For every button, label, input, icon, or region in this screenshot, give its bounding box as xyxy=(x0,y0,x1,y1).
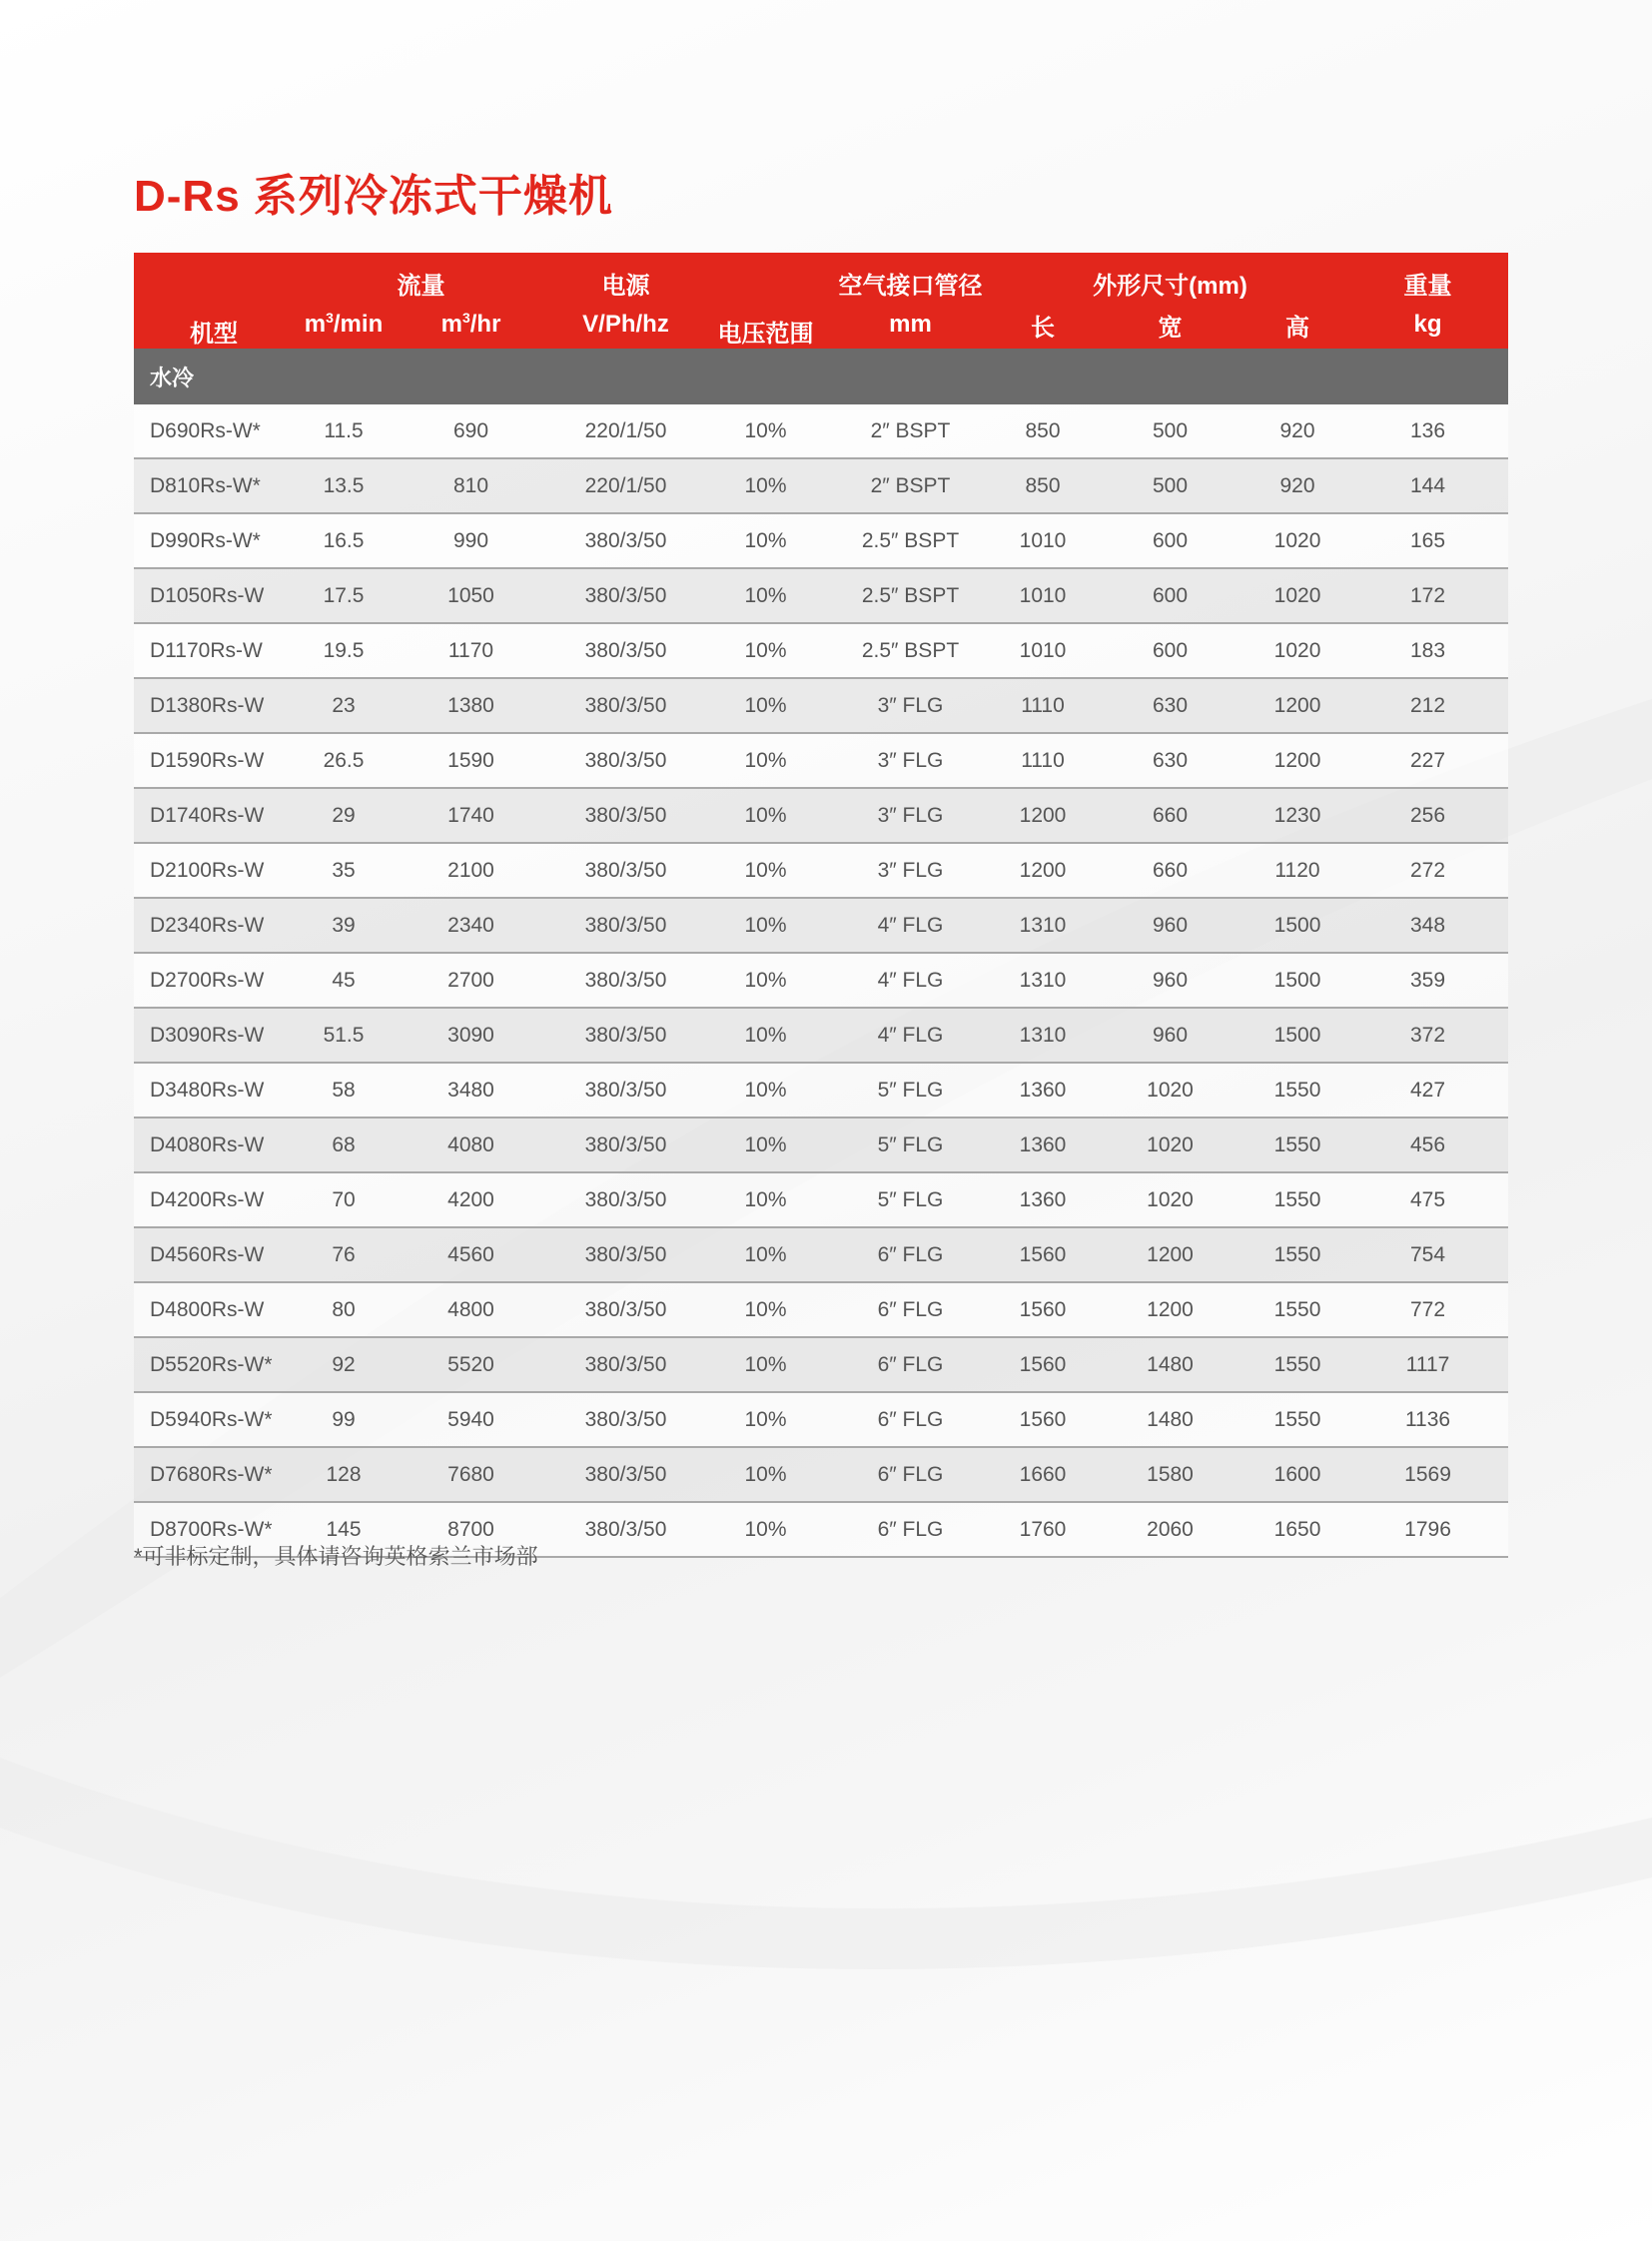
table-row xyxy=(134,1063,1508,1118)
height-cell: 1650 xyxy=(1247,1502,1347,1557)
voltage-range-cell: 10% xyxy=(703,1282,828,1337)
flow-min-cell: 19.5 xyxy=(294,623,394,678)
header-flow-min: $m^3/\min$ xyxy=(294,301,394,349)
weight-cell: 348 xyxy=(1347,898,1508,953)
height-cell: 1020 xyxy=(1247,623,1347,678)
height-cell: 1500 xyxy=(1247,953,1347,1008)
air-connection-cell: 4″ FLG xyxy=(828,898,993,953)
voltage-range-cell: 10% xyxy=(703,458,828,513)
header-length: 长 xyxy=(993,301,1093,349)
voltage-range-cell: 10% xyxy=(703,623,828,678)
table-row xyxy=(134,1172,1508,1227)
voltage-range-cell: 10% xyxy=(703,1063,828,1118)
flow-min-cell: 51.5 xyxy=(294,1008,394,1063)
model-cell: D8700Rs-W* xyxy=(134,1502,294,1557)
height-cell: 920 xyxy=(1247,404,1347,458)
width-cell: 960 xyxy=(1093,898,1247,953)
air-connection-cell: 6″ FLG xyxy=(828,1447,993,1502)
voltage-range-cell: 10% xyxy=(703,678,828,733)
flow-min-cell: 45 xyxy=(294,953,394,1008)
length-cell: 1200 xyxy=(993,788,1093,843)
flow-hr-cell: 3090 xyxy=(394,1008,548,1063)
air-connection-cell: 6″ FLG xyxy=(828,1227,993,1282)
page-title: D-Rs 系列冷冻式干燥机 xyxy=(134,172,613,221)
power-cell: 380/3/50 xyxy=(548,1227,703,1282)
width-cell: 630 xyxy=(1093,678,1247,733)
power-cell: 380/3/50 xyxy=(548,1502,703,1557)
model-cell: D4560Rs-W xyxy=(134,1227,294,1282)
power-cell: 220/1/50 xyxy=(548,404,703,458)
voltage-range-cell: 10% xyxy=(703,1172,828,1227)
air-connection-cell: 3″ FLG xyxy=(828,788,993,843)
flow-hr-cell: 1170 xyxy=(394,623,548,678)
flow-min-cell: 145 xyxy=(294,1502,394,1557)
header-power-unit: V/Ph/hz xyxy=(548,301,703,349)
width-cell: 960 xyxy=(1093,953,1247,1008)
flow-min-cell: 35 xyxy=(294,843,394,898)
header-flow-hr: $m^3/hr$ xyxy=(394,301,548,349)
model-cell: D1590Rs-W xyxy=(134,733,294,788)
air-connection-cell: 2″ BSPT xyxy=(828,404,993,458)
flow-hr-cell: 2100 xyxy=(394,843,548,898)
air-connection-cell: 6″ FLG xyxy=(828,1282,993,1337)
power-cell: 380/3/50 xyxy=(548,1008,703,1063)
height-cell: 1200 xyxy=(1247,733,1347,788)
length-cell: 1360 xyxy=(993,1172,1093,1227)
width-cell: 1580 xyxy=(1093,1447,1247,1502)
length-cell: 1110 xyxy=(993,678,1093,733)
weight-cell: 427 xyxy=(1347,1063,1508,1118)
flow-hr-cell: 4800 xyxy=(394,1282,548,1337)
height-cell: 1550 xyxy=(1247,1118,1347,1172)
length-cell: 1560 xyxy=(993,1337,1093,1392)
width-cell: 2060 xyxy=(1093,1502,1247,1557)
length-cell: 1760 xyxy=(993,1502,1093,1557)
model-cell: D2700Rs-W xyxy=(134,953,294,1008)
air-connection-cell: 2.5″ BSPT xyxy=(828,568,993,623)
length-cell: 1200 xyxy=(993,843,1093,898)
power-cell: 380/3/50 xyxy=(548,678,703,733)
width-cell: 1480 xyxy=(1093,1337,1247,1392)
header-power: 电源 xyxy=(548,253,703,301)
air-connection-cell: 3″ FLG xyxy=(828,843,993,898)
voltage-range-cell: 10% xyxy=(703,513,828,568)
spec-table xyxy=(134,253,1508,1558)
table-row xyxy=(134,1447,1508,1502)
weight-cell: 456 xyxy=(1347,1118,1508,1172)
power-cell: 380/3/50 xyxy=(548,568,703,623)
flow-min-cell: 92 xyxy=(294,1337,394,1392)
header-weight-unit: kg xyxy=(1347,301,1508,349)
weight-cell: 754 xyxy=(1347,1227,1508,1282)
length-cell: 1560 xyxy=(993,1282,1093,1337)
flow-min-cell: 26.5 xyxy=(294,733,394,788)
length-cell: 1310 xyxy=(993,898,1093,953)
weight-cell: 136 xyxy=(1347,404,1508,458)
voltage-range-cell: 10% xyxy=(703,1447,828,1502)
width-cell: 660 xyxy=(1093,843,1247,898)
height-cell: 1550 xyxy=(1247,1282,1347,1337)
height-cell: 1550 xyxy=(1247,1337,1347,1392)
weight-cell: 359 xyxy=(1347,953,1508,1008)
air-connection-cell: 2.5″ BSPT xyxy=(828,623,993,678)
table-row xyxy=(134,843,1508,898)
power-cell: 380/3/50 xyxy=(548,1118,703,1172)
power-cell: 380/3/50 xyxy=(548,623,703,678)
table-row xyxy=(134,678,1508,733)
model-cell: D4800Rs-W xyxy=(134,1282,294,1337)
length-cell: 1310 xyxy=(993,1008,1093,1063)
weight-cell: 475 xyxy=(1347,1172,1508,1227)
footnote: *可非标定制，具体请咨询英格索兰市场部 xyxy=(134,1544,538,1569)
flow-hr-cell: 810 xyxy=(394,458,548,513)
length-cell: 850 xyxy=(993,404,1093,458)
table-row xyxy=(134,1118,1508,1172)
width-cell: 500 xyxy=(1093,404,1247,458)
air-connection-cell: 5″ FLG xyxy=(828,1118,993,1172)
weight-cell: 1136 xyxy=(1347,1392,1508,1447)
voltage-range-cell: 10% xyxy=(703,843,828,898)
power-cell: 380/3/50 xyxy=(548,1282,703,1337)
weight-cell: 227 xyxy=(1347,733,1508,788)
width-cell: 630 xyxy=(1093,733,1247,788)
flow-hr-cell: 1050 xyxy=(394,568,548,623)
height-cell: 1230 xyxy=(1247,788,1347,843)
table-row xyxy=(134,513,1508,568)
length-cell: 1360 xyxy=(993,1063,1093,1118)
power-cell: 380/3/50 xyxy=(548,788,703,843)
header-air-connection: 空气接口管径 xyxy=(828,253,993,301)
air-connection-cell: 6″ FLG xyxy=(828,1502,993,1557)
voltage-range-cell: 10% xyxy=(703,898,828,953)
header-air-connection-unit: mm xyxy=(828,301,993,349)
model-cell: D3480Rs-W xyxy=(134,1063,294,1118)
voltage-range-cell: 10% xyxy=(703,1392,828,1447)
table-row xyxy=(134,788,1508,843)
width-cell: 1200 xyxy=(1093,1282,1247,1337)
height-cell: 1020 xyxy=(1247,513,1347,568)
power-cell: 380/3/50 xyxy=(548,843,703,898)
model-cell: D2100Rs-W xyxy=(134,843,294,898)
flow-min-cell: 128 xyxy=(294,1447,394,1502)
air-connection-cell: 3″ FLG xyxy=(828,733,993,788)
flow-hr-cell: 2340 xyxy=(394,898,548,953)
air-connection-cell: 5″ FLG xyxy=(828,1063,993,1118)
width-cell: 1020 xyxy=(1093,1118,1247,1172)
flow-min-cell: 13.5 xyxy=(294,458,394,513)
power-cell: 380/3/50 xyxy=(548,733,703,788)
width-cell: 660 xyxy=(1093,788,1247,843)
flow-min-cell: 11.5 xyxy=(294,404,394,458)
model-cell: D1740Rs-W xyxy=(134,788,294,843)
width-cell: 600 xyxy=(1093,513,1247,568)
model-cell: D1170Rs-W xyxy=(134,623,294,678)
width-cell: 960 xyxy=(1093,1008,1247,1063)
weight-cell: 1117 xyxy=(1347,1337,1508,1392)
model-cell: D1050Rs-W xyxy=(134,568,294,623)
power-cell: 220/1/50 xyxy=(548,458,703,513)
power-cell: 380/3/50 xyxy=(548,1392,703,1447)
header-model: 机型 xyxy=(134,253,294,349)
weight-cell: 165 xyxy=(1347,513,1508,568)
weight-cell: 183 xyxy=(1347,623,1508,678)
model-cell: D7680Rs-W* xyxy=(134,1447,294,1502)
flow-min-cell: 17.5 xyxy=(294,568,394,623)
flow-min-cell: 68 xyxy=(294,1118,394,1172)
length-cell: 1360 xyxy=(993,1118,1093,1172)
power-cell: 380/3/50 xyxy=(548,1172,703,1227)
model-cell: D810Rs-W* xyxy=(134,458,294,513)
flow-min-cell: 80 xyxy=(294,1282,394,1337)
height-cell: 1500 xyxy=(1247,898,1347,953)
header-dimensions: 外形尺寸(mm) xyxy=(993,253,1347,301)
table-row xyxy=(134,733,1508,788)
table-row xyxy=(134,568,1508,623)
flow-hr-cell: 690 xyxy=(394,404,548,458)
height-cell: 1020 xyxy=(1247,568,1347,623)
section-row xyxy=(134,349,1508,404)
table-row xyxy=(134,1282,1508,1337)
flow-min-cell: 16.5 xyxy=(294,513,394,568)
table-row xyxy=(134,1337,1508,1392)
flow-hr-cell: 4560 xyxy=(394,1227,548,1282)
table-row xyxy=(134,404,1508,458)
width-cell: 1020 xyxy=(1093,1172,1247,1227)
width-cell: 1200 xyxy=(1093,1227,1247,1282)
power-cell: 380/3/50 xyxy=(548,1337,703,1392)
width-cell: 600 xyxy=(1093,568,1247,623)
flow-hr-cell: 1740 xyxy=(394,788,548,843)
voltage-range-cell: 10% xyxy=(703,404,828,458)
length-cell: 1010 xyxy=(993,513,1093,568)
flow-hr-cell: 5520 xyxy=(394,1337,548,1392)
height-cell: 1550 xyxy=(1247,1392,1347,1447)
header-weight: 重量 xyxy=(1347,253,1508,301)
length-cell: 1010 xyxy=(993,623,1093,678)
model-cell: D3090Rs-W xyxy=(134,1008,294,1063)
length-cell: 1560 xyxy=(993,1227,1093,1282)
section-label: 水冷 xyxy=(134,349,1508,404)
voltage-range-cell: 10% xyxy=(703,568,828,623)
flow-hr-cell: 990 xyxy=(394,513,548,568)
length-cell: 1310 xyxy=(993,953,1093,1008)
flow-hr-cell: 2700 xyxy=(394,953,548,1008)
table-row xyxy=(134,1392,1508,1447)
header-voltage-range: 电压范围 xyxy=(703,253,828,349)
voltage-range-cell: 10% xyxy=(703,1502,828,1557)
model-cell: D4080Rs-W xyxy=(134,1118,294,1172)
flow-min-cell: 70 xyxy=(294,1172,394,1227)
model-cell: D1380Rs-W xyxy=(134,678,294,733)
flow-min-cell: 39 xyxy=(294,898,394,953)
model-cell: D5520Rs-W* xyxy=(134,1337,294,1392)
weight-cell: 772 xyxy=(1347,1282,1508,1337)
length-cell: 850 xyxy=(993,458,1093,513)
model-cell: D4200Rs-W xyxy=(134,1172,294,1227)
flow-min-cell: 76 xyxy=(294,1227,394,1282)
table-row xyxy=(134,898,1508,953)
width-cell: 1480 xyxy=(1093,1392,1247,1447)
flow-hr-cell: 5940 xyxy=(394,1392,548,1447)
weight-cell: 144 xyxy=(1347,458,1508,513)
flow-min-cell: 23 xyxy=(294,678,394,733)
air-connection-cell: 6″ FLG xyxy=(828,1337,993,1392)
flow-hr-cell: 8700 xyxy=(394,1502,548,1557)
air-connection-cell: 2″ BSPT xyxy=(828,458,993,513)
power-cell: 380/3/50 xyxy=(548,898,703,953)
flow-min-cell: 29 xyxy=(294,788,394,843)
length-cell: 1110 xyxy=(993,733,1093,788)
width-cell: 500 xyxy=(1093,458,1247,513)
flow-hr-cell: 4200 xyxy=(394,1172,548,1227)
voltage-range-cell: 10% xyxy=(703,788,828,843)
model-cell: D990Rs-W* xyxy=(134,513,294,568)
air-connection-cell: 5″ FLG xyxy=(828,1172,993,1227)
air-connection-cell: 4″ FLG xyxy=(828,1008,993,1063)
voltage-range-cell: 10% xyxy=(703,1008,828,1063)
height-cell: 1550 xyxy=(1247,1063,1347,1118)
voltage-range-cell: 10% xyxy=(703,1118,828,1172)
flow-min-cell: 58 xyxy=(294,1063,394,1118)
air-connection-cell: 4″ FLG xyxy=(828,953,993,1008)
width-cell: 600 xyxy=(1093,623,1247,678)
voltage-range-cell: 10% xyxy=(703,1227,828,1282)
header-width: 宽 xyxy=(1093,301,1247,349)
header-flow: 流量 xyxy=(294,253,548,301)
header-height: 高 xyxy=(1247,301,1347,349)
weight-cell: 272 xyxy=(1347,843,1508,898)
flow-hr-cell: 1380 xyxy=(394,678,548,733)
table-row xyxy=(134,953,1508,1008)
table-row xyxy=(134,458,1508,513)
height-cell: 1550 xyxy=(1247,1227,1347,1282)
voltage-range-cell: 10% xyxy=(703,953,828,1008)
model-cell: D5940Rs-W* xyxy=(134,1392,294,1447)
air-connection-cell: 6″ FLG xyxy=(828,1392,993,1447)
height-cell: 1200 xyxy=(1247,678,1347,733)
air-connection-cell: 2.5″ BSPT xyxy=(828,513,993,568)
power-cell: 380/3/50 xyxy=(548,953,703,1008)
height-cell: 1120 xyxy=(1247,843,1347,898)
height-cell: 1550 xyxy=(1247,1172,1347,1227)
table-row xyxy=(134,623,1508,678)
length-cell: 1010 xyxy=(993,568,1093,623)
model-cell: D2340Rs-W xyxy=(134,898,294,953)
weight-cell: 256 xyxy=(1347,788,1508,843)
flow-hr-cell: 1590 xyxy=(394,733,548,788)
flow-hr-cell: 7680 xyxy=(394,1447,548,1502)
power-cell: 380/3/50 xyxy=(548,1447,703,1502)
length-cell: 1560 xyxy=(993,1392,1093,1447)
flow-hr-cell: 4080 xyxy=(394,1118,548,1172)
height-cell: 1600 xyxy=(1247,1447,1347,1502)
weight-cell: 212 xyxy=(1347,678,1508,733)
weight-cell: 1796 xyxy=(1347,1502,1508,1557)
width-cell: 1020 xyxy=(1093,1063,1247,1118)
flow-min-cell: 99 xyxy=(294,1392,394,1447)
header-row-1 xyxy=(134,253,1508,301)
table-row xyxy=(134,1227,1508,1282)
length-cell: 1660 xyxy=(993,1447,1093,1502)
power-cell: 380/3/50 xyxy=(548,1063,703,1118)
voltage-range-cell: 10% xyxy=(703,733,828,788)
power-cell: 380/3/50 xyxy=(548,513,703,568)
flow-hr-cell: 3480 xyxy=(394,1063,548,1118)
voltage-range-cell: 10% xyxy=(703,1337,828,1392)
weight-cell: 172 xyxy=(1347,568,1508,623)
height-cell: 920 xyxy=(1247,458,1347,513)
air-connection-cell: 3″ FLG xyxy=(828,678,993,733)
model-cell: D690Rs-W* xyxy=(134,404,294,458)
weight-cell: 1569 xyxy=(1347,1447,1508,1502)
height-cell: 1500 xyxy=(1247,1008,1347,1063)
table-row xyxy=(134,1008,1508,1063)
weight-cell: 372 xyxy=(1347,1008,1508,1063)
